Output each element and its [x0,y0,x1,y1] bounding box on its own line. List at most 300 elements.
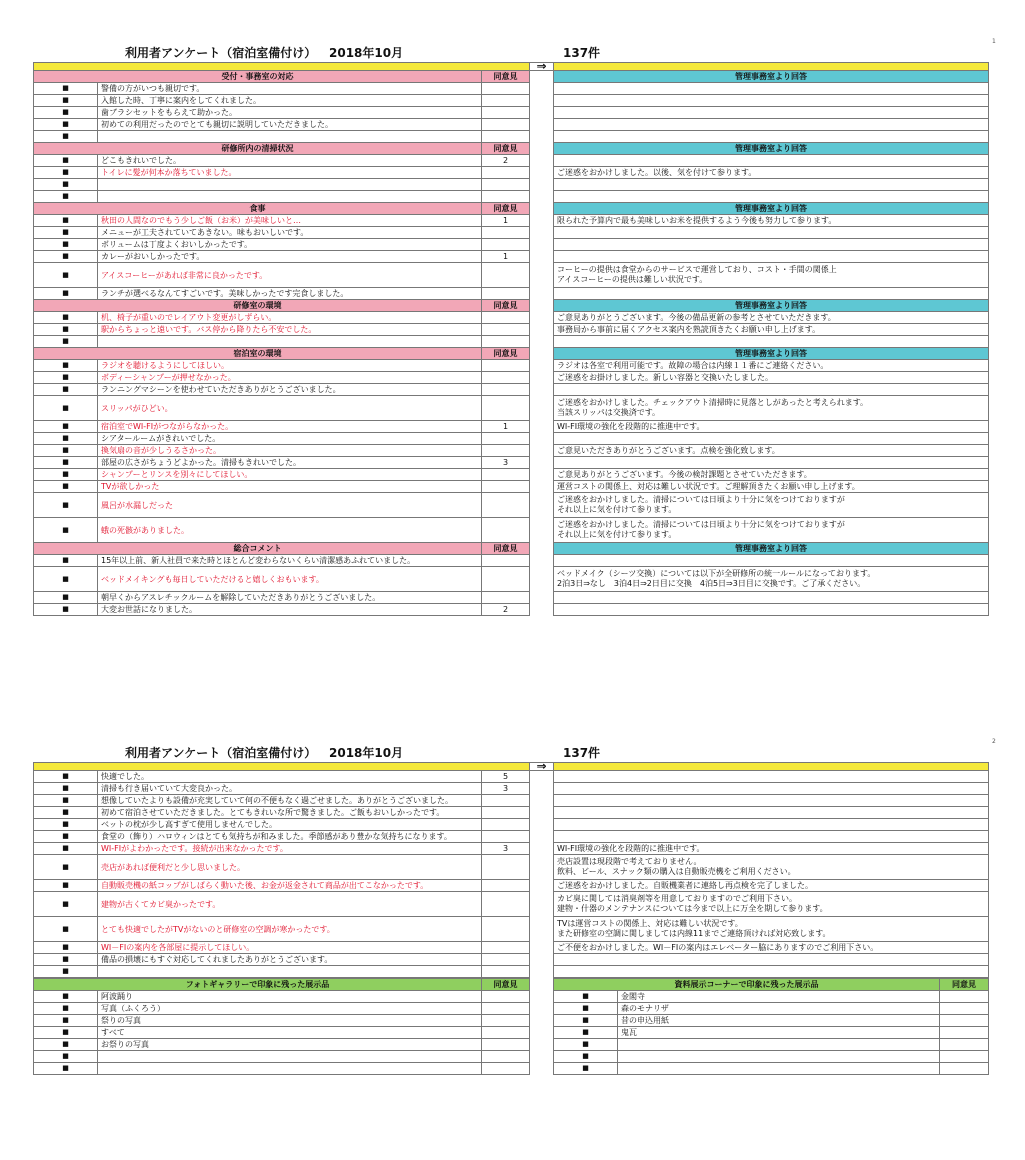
spacer-cell [530,1039,554,1051]
spacer-cell [530,396,554,421]
spacer-cell [530,251,554,263]
spacer-cell [530,83,554,95]
spacer-cell [530,807,554,819]
table-row [34,95,989,107]
spacer-cell [530,360,554,372]
management-response [554,119,989,131]
comment-text: 食堂の（飾り）ハロウィンはとても気持ちが和みました。季節感があり豊かな気持ちになります。 [98,831,482,843]
bullet-marker: ■ [34,336,98,348]
bullet-marker: ■ [34,771,98,783]
comment-text: 風呂が水漏しだった [98,493,482,518]
agree-count [482,567,530,592]
table-row [34,167,989,179]
spacer-cell [530,143,554,155]
response-header: 管理事務室より回答 [554,543,989,555]
management-response: 事務局から事前に届くアクセス案内を熟読頂きたくお願い申し上げます。 [554,324,989,336]
management-response: ご迷惑をおかけしました。以後、気を付けて参ります。 [554,167,989,179]
spacer-cell [530,469,554,481]
table-row [34,819,989,831]
response-header: 管理事務室より回答 [554,203,989,215]
agree-count [482,592,530,604]
table-row [34,481,989,493]
yellow-band-right [554,63,989,71]
comment-text: 駅からちょっと遠いです。バス停から降りたら不安でした。 [98,324,482,336]
bullet-marker: ■ [34,1051,98,1063]
agree-count [482,966,530,978]
table-row [34,324,989,336]
comment-text: シャンプーとリンスを別々にしてほしい。 [98,469,482,481]
bullet-marker: ■ [34,518,98,543]
spacer-cell [530,555,554,567]
table-row [34,83,989,95]
management-response [554,251,989,263]
comment-text: 清掃も行き届いていて大変良かった。 [98,783,482,795]
bullet-marker: ■ [554,1051,618,1063]
spacer-cell [530,203,554,215]
management-response [554,179,989,191]
table-row [34,493,989,518]
agree-count [482,324,530,336]
bullet-marker: ■ [554,1039,618,1051]
agree-count [482,1051,530,1063]
agree-count [482,433,530,445]
spacer-cell [530,131,554,143]
bullet-marker: ■ [34,1027,98,1039]
table-row [34,917,989,942]
bullet-marker: ■ [34,991,98,1003]
spacer-cell [530,95,554,107]
response-count: 137件 [563,46,601,60]
table-row [34,457,989,469]
yellow-band-left [34,763,530,771]
management-response [554,239,989,251]
table-row [34,191,989,203]
spacer-cell [530,1063,554,1075]
spacer-cell [530,433,554,445]
comment-text [98,966,482,978]
agree-count [482,991,530,1003]
agree-count [482,396,530,421]
management-response [554,191,989,203]
bullet-marker: ■ [34,604,98,616]
comment-text: TVが欲しかった [98,481,482,493]
gallery-row [34,1063,989,1075]
table-row [34,288,989,300]
management-response [554,771,989,783]
page-number-1: 1 [992,38,996,45]
survey-page-1 [33,40,988,616]
section-header [34,203,989,215]
gallery-table [33,978,989,1075]
spacer-cell [530,312,554,324]
management-response: TVは運営コストの関係上、対応は難しい状況です。 また研修室の空調に関しましては内線11までご連絡頂ければ対応致します。 [554,917,989,942]
comment-text: ボディーシャンプーが押せなかった。 [98,372,482,384]
agree-count: 5 [482,771,530,783]
bullet-marker: ■ [554,1015,618,1027]
agree-count [482,167,530,179]
agree-count [482,942,530,954]
survey-page-2 [33,740,988,1075]
bullet-marker: ■ [34,966,98,978]
comment-text: 警備の方がいつも親切です。 [98,83,482,95]
agree-count [482,360,530,372]
exhibit-item: 森のモナリザ [618,1003,940,1015]
agree-count [482,1027,530,1039]
bullet-marker: ■ [34,567,98,592]
agree-count [482,892,530,917]
spacer-cell [530,167,554,179]
agree-count: 1 [482,215,530,227]
agree-count [482,372,530,384]
management-response: 限られた予算内で最も美味しいお米を提供するよう今後も努力して参ります。 [554,215,989,227]
spacer-cell [530,567,554,592]
agree-count [482,191,530,203]
response-header: 管理事務室より回答 [554,71,989,83]
management-response [554,336,989,348]
table-row [34,843,989,855]
comment-text: ラジオを聴けるようにしてほしい。 [98,360,482,372]
spacer-cell [530,71,554,83]
spacer-cell [530,795,554,807]
opinion-header: 同意見 [482,348,530,360]
spacer-cell [530,991,554,1003]
spacer-cell [530,843,554,855]
bullet-marker: ■ [34,819,98,831]
bullet-marker: ■ [34,433,98,445]
bullet-marker: ■ [34,1003,98,1015]
spacer-cell [530,880,554,892]
table-row [34,227,989,239]
spacer-cell [530,831,554,843]
management-response: ご迷惑をおかけしました。清掃については日頃より十分に気をつけておりますが それ以上に気を付けて参ります。 [554,493,989,518]
table-row [34,795,989,807]
section-title: 研修室の環境 [34,300,482,312]
agree-count [482,131,530,143]
table-row [34,855,989,880]
response-header: 管理事務室より回答 [554,143,989,155]
bullet-marker: ■ [34,179,98,191]
page-title: 利用者アンケート（宿泊室備付け） [125,46,317,60]
photo-gallery-item: すべて [98,1027,482,1039]
table-row [34,312,989,324]
comment-text: 歯ブラシセットをもらえて助かった。 [98,107,482,119]
table-row [34,880,989,892]
agree-count: 1 [482,421,530,433]
table-row [34,131,989,143]
spacer-cell [530,966,554,978]
spacer-cell [530,819,554,831]
bullet-marker: ■ [34,263,98,288]
spacer-cell [530,771,554,783]
bullet-marker: ■ [34,227,98,239]
opinion-header: 同意見 [482,300,530,312]
management-response [554,592,989,604]
page-header [33,40,988,62]
bullet-marker: ■ [34,855,98,880]
table-row [34,155,989,167]
spacer-cell [530,384,554,396]
management-response [554,795,989,807]
table-row [34,555,989,567]
table-row [34,384,989,396]
agree-count [482,1003,530,1015]
spacer-cell [530,592,554,604]
comment-text: 15年以上前、新人社員で来た時とほとんど変わらないくらい清潔感あふれていました。 [98,555,482,567]
exhibit-corner-title: 資料展示コーナーで印象に残った展示品 [554,979,940,991]
bullet-marker: ■ [34,892,98,917]
management-response: ラジオは各室で利用可能です。故障の場合は内線１１番にご連絡ください。 [554,360,989,372]
agree-count: 2 [482,604,530,616]
agree-count [482,469,530,481]
agree-count [482,288,530,300]
survey-month: 2018年10月 [329,746,404,760]
agree-count [482,831,530,843]
section-header [34,143,989,155]
comment-text: とても快適でしたがTVがないのと研修室の空調が寒かったです。 [98,917,482,942]
photo-gallery-item [98,1051,482,1063]
agree-count [482,1063,530,1075]
comment-text: アイスコーヒーがあれば非常に良かったです。 [98,263,482,288]
management-response [554,457,989,469]
management-response: 運営コストの関係上、対応は難しい状況です。ご理解頂きたくお願い申し上げます。 [554,481,989,493]
bullet-marker: ■ [554,1063,618,1075]
section-header [34,300,989,312]
management-response: コーヒーの提供は食堂からのサービスで運営しており、コスト・手間の関係上 アイスコーヒーの提供は難しい状況です。 [554,263,989,288]
table-row [34,469,989,481]
opinion-header: 同意見 [482,71,530,83]
spacer-cell [530,227,554,239]
management-response [554,131,989,143]
comment-text: 机、椅子が重いのでレイアウト変更がしずらい。 [98,312,482,324]
comment-text: 初めての利用だったのでとても親切に説明していただきました。 [98,119,482,131]
comment-text: 宿泊室でWI-FIがつながらなかった。 [98,421,482,433]
agree-count [482,954,530,966]
table-row [34,807,989,819]
agree-count [482,83,530,95]
header-band [34,63,989,71]
table-row [34,263,989,288]
spacer-cell [530,892,554,917]
agree-count [482,795,530,807]
section-title: 宿泊室の環境 [34,348,482,360]
agree-count [482,239,530,251]
table-row [34,831,989,843]
table-row [34,251,989,263]
management-response [554,155,989,167]
management-response [554,433,989,445]
agree-count: 3 [482,843,530,855]
management-response: ご迷惑をおかけしました。自販機業者に連絡し再点検を完了しました。 [554,880,989,892]
bullet-marker: ■ [34,155,98,167]
management-response: ご意見ありがとうございます。今後の備品更新の参考とさせていただきます。 [554,312,989,324]
spacer-cell [530,263,554,288]
bullet-marker: ■ [34,167,98,179]
bullet-marker: ■ [34,239,98,251]
comment-text: トイレに髪が何本か落ちていました。 [98,167,482,179]
agree-count [482,95,530,107]
exhibit-item [618,1051,940,1063]
comment-text: 秋田の人間なのでもう少しご飯（お米）が美味しいと… [98,215,482,227]
spacer-cell [530,954,554,966]
agree-count [940,1063,989,1075]
spacer-cell [530,493,554,518]
table-row [34,239,989,251]
comment-text: メニューが工夫されていてあきない。味もおいしいです。 [98,227,482,239]
bullet-marker: ■ [554,991,618,1003]
bullet-marker: ■ [34,783,98,795]
management-response: ご迷惑をおかけしました。チェックアウト清掃時に見落としがあったと考えられます。 当該スリッパは交換済です。 [554,396,989,421]
table-row [34,783,989,795]
bullet-marker: ■ [34,83,98,95]
arrow-icon: ⇒ [530,63,554,71]
spacer-cell [530,457,554,469]
comment-text: 換気扇の音が少しうるさかった。 [98,445,482,457]
response-header: 管理事務室より回答 [554,348,989,360]
agree-count [482,227,530,239]
agree-count: 3 [482,457,530,469]
bullet-marker: ■ [34,880,98,892]
agree-count [940,1027,989,1039]
bullet-marker: ■ [34,954,98,966]
bullet-marker: ■ [34,469,98,481]
table-row [34,396,989,421]
comment-text: どこもきれいでした。 [98,155,482,167]
bullet-marker: ■ [34,555,98,567]
agree-count [482,179,530,191]
exhibit-item: 金閣寺 [618,991,940,1003]
spacer-cell [530,372,554,384]
table-row [34,771,989,783]
table-row [34,445,989,457]
bullet-marker: ■ [34,421,98,433]
agree-count [482,1039,530,1051]
bullet-marker: ■ [34,312,98,324]
gallery-row [34,991,989,1003]
management-response [554,107,989,119]
agree-count [482,107,530,119]
table-row [34,107,989,119]
spacer-cell [530,917,554,942]
spacer-cell [530,1027,554,1039]
photo-gallery-item: お祭りの写真 [98,1039,482,1051]
bullet-marker: ■ [34,288,98,300]
spacer-cell [530,1003,554,1015]
management-response [554,831,989,843]
agree-count [940,1003,989,1015]
bullet-marker: ■ [34,493,98,518]
table-row [34,179,989,191]
management-response [554,288,989,300]
bullet-marker: ■ [34,592,98,604]
photo-gallery-item: 阿波踊り [98,991,482,1003]
spacer-cell [530,421,554,433]
page-title: 利用者アンケート（宿泊室備付け） [125,746,317,760]
exhibit-item: 昔の申込用紙 [618,1015,940,1027]
response-count: 137件 [563,746,601,760]
comment-text: 朝早くからアスレチックルームを解除していただきありがとうございました。 [98,592,482,604]
table-row [34,604,989,616]
bullet-marker: ■ [34,831,98,843]
management-response: ベッドメイク（シーツ交換）については以下が全研修所の統一ルールになっております。 2泊3日⇒なし 3泊4日⇒2日目に交換 4泊5日⇒3日目に交換です。ご了承ください。 [554,567,989,592]
exhibit-item [618,1063,940,1075]
spacer-cell [530,481,554,493]
table-row [34,336,989,348]
bullet-marker: ■ [34,95,98,107]
arrow-icon: ⇒ [530,763,554,771]
comment-text: 建物が古くてカビ臭かったです。 [98,892,482,917]
bullet-marker: ■ [34,251,98,263]
agree-count [482,917,530,942]
management-response: ご意見ありがとうございます。今後の検討課題とさせていただきます。 [554,469,989,481]
management-response: カビ臭に関しては消臭剤等を用意しておりますのでご利用下さい。 建物・什器のメンテナンスについては今まで以上に万全を期して参ります。 [554,892,989,917]
agree-count [482,384,530,396]
management-response [554,819,989,831]
spacer-cell [530,215,554,227]
survey-month: 2018年10月 [329,46,404,60]
spacer-cell [530,445,554,457]
management-response: ご不便をおかけしました。WI－FIの案内はエレベーター脇にありますのでご利用下さい。 [554,942,989,954]
table-row [34,518,989,543]
comment-text: ランチが選べるなんてすごいです。美味しかったです完食しました。 [98,288,482,300]
spacer-cell [530,979,554,991]
spacer-cell [530,942,554,954]
agree-count [482,855,530,880]
bullet-marker: ■ [34,1015,98,1027]
bullet-marker: ■ [34,324,98,336]
spacer-cell [530,604,554,616]
management-response [554,807,989,819]
section-header [34,543,989,555]
page-number-2: 2 [992,738,996,745]
spacer-cell [530,855,554,880]
spacer-cell [530,155,554,167]
comment-text: スリッパがひどい。 [98,396,482,421]
spacer-cell [530,336,554,348]
section-title: 総合コメント [34,543,482,555]
gallery-row [34,1051,989,1063]
agree-count [482,336,530,348]
response-header: 管理事務室より回答 [554,300,989,312]
agree-count [940,1051,989,1063]
management-response [554,95,989,107]
management-response [554,555,989,567]
spacer-cell [530,191,554,203]
bullet-marker: ■ [34,131,98,143]
bullet-marker: ■ [34,107,98,119]
exhibit-item: 鬼瓦 [618,1027,940,1039]
agree-count [482,555,530,567]
yellow-band-right [554,763,989,771]
agree-count [482,481,530,493]
survey-table-2 [33,762,989,978]
agree-count [482,819,530,831]
photo-gallery-item: 祭りの写真 [98,1015,482,1027]
comment-text: 大変お世話になりました。 [98,604,482,616]
table-row [34,360,989,372]
agree-count [940,1015,989,1027]
table-row [34,372,989,384]
opinion-header: 同意見 [482,203,530,215]
spacer-cell [530,324,554,336]
yellow-band-left [34,63,530,71]
spacer-cell [530,1051,554,1063]
spacer-cell [530,783,554,795]
comment-text: 備品の損壊にもすぐ対応してくれましたありがとうございます。 [98,954,482,966]
section-title: 受付・事務室の対応 [34,71,482,83]
table-row [34,421,989,433]
bullet-marker: ■ [34,191,98,203]
bullet-marker: ■ [34,481,98,493]
